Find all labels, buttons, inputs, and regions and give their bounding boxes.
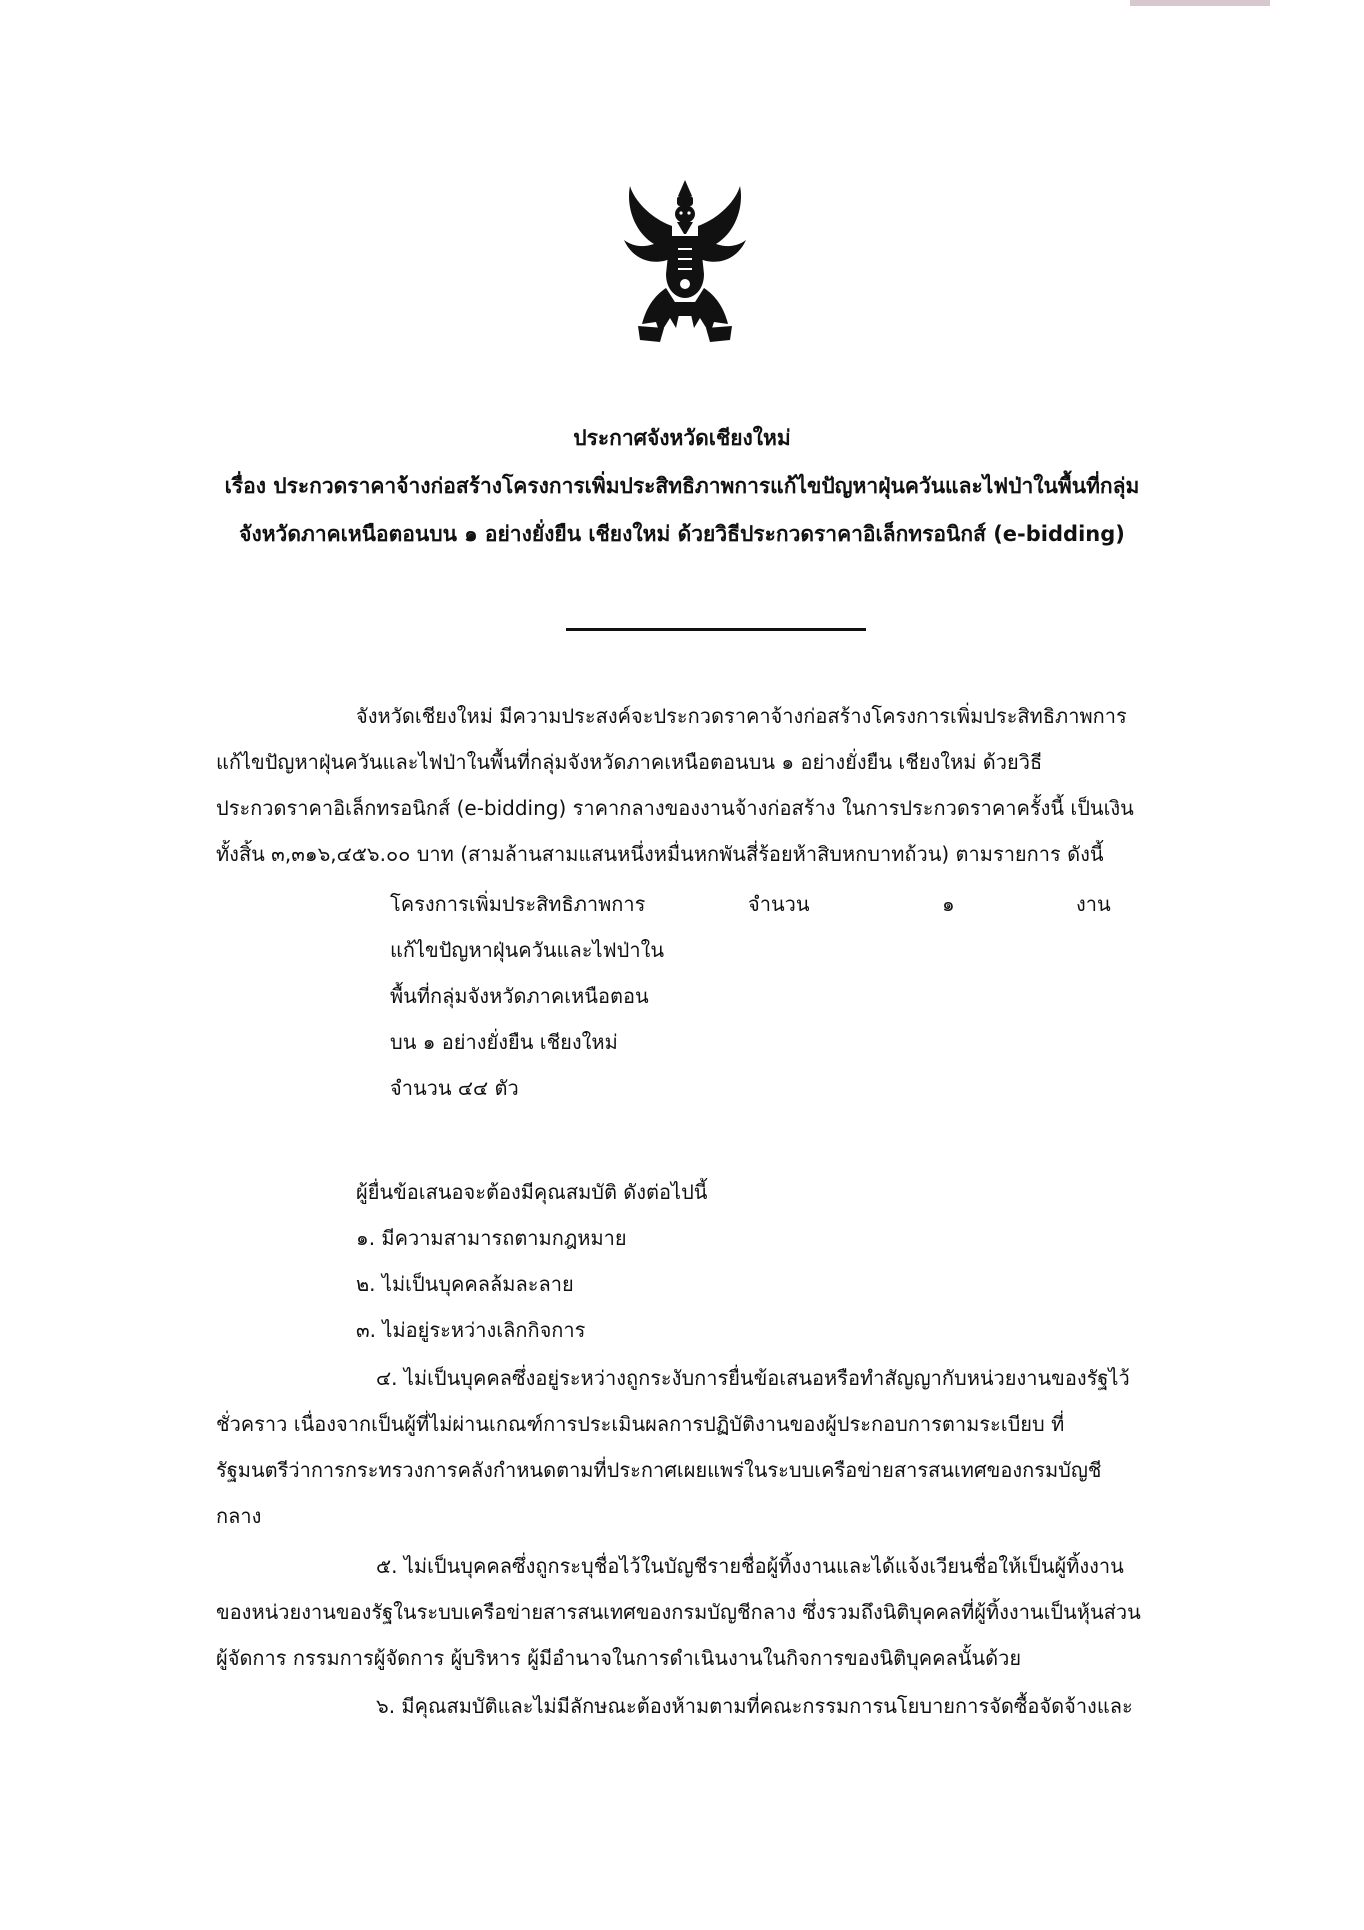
title-divider	[566, 628, 866, 631]
item-unit: งาน	[1076, 892, 1111, 916]
document-title: ประกาศจังหวัดเชียงใหม่	[573, 426, 791, 450]
qual-item-continued: ผู้จัดการ กรรมการผู้จัดการ ผู้บริหาร ผู้มีอำนาจในการดำเนินงานในกิจการของนิติบุคคลนั้นด้วย	[216, 1646, 1022, 1670]
scan-edge-mark	[1130, 0, 1270, 6]
qual-item-continued: กลาง	[216, 1504, 262, 1528]
qual-item: ๑. มีความสามารถตามกฎหมาย	[356, 1226, 627, 1250]
item-name-line: จำนวน ๔๔ ตัว	[390, 1076, 519, 1100]
qual-item: ๓. ไม่อยู่ระหว่างเลิกกิจการ	[356, 1318, 586, 1342]
quals-heading: ผู้ยื่นข้อเสนอจะต้องมีคุณสมบัติ ดังต่อไปนี้	[356, 1180, 708, 1204]
qual-item: ๔. ไม่เป็นบุคคลซึ่งอยู่ระหว่างถูกระงับการยื่นข้อเสนอหรือทำสัญญากับหน่วยงานของรัฐไว้	[376, 1366, 1130, 1390]
subject-line-2: จังหวัดภาคเหนือตอนบน ๑ อย่างยั่งยืน เชียงใหม่ ด้วยวิธีประกวดราคาอิเล็กทรอนิกส์ (e-bidding)	[239, 522, 1125, 546]
qual-item-continued: ชั่วคราว เนื่องจากเป็นผู้ที่ไม่ผ่านเกณฑ์การประเมินผลการปฏิบัติงานของผู้ประกอบการตามระเบียบ ที่	[216, 1412, 1065, 1436]
item-name-line: โครงการเพิ่มประสิทธิภาพการ	[390, 892, 646, 916]
intro-line: ทั้งสิ้น ๓,๓๑๖,๔๕๖.๐๐ บาท (สามล้านสามแสนหนึ่งหมื่นหกพันสี่ร้อยห้าสิบหกบาทถ้วน) ตามรายการ ดังนี้	[216, 842, 1104, 866]
qual-item: ๕. ไม่เป็นบุคคลซึ่งถูกระบุชื่อไว้ในบัญชีรายชื่อผู้ทิ้งงานและได้แจ้งเวียนชื่อให้เป็นผู้ทิ้งงาน	[376, 1554, 1124, 1578]
item-name-line: พื้นที่กลุ่มจังหวัดภาคเหนือตอน	[390, 984, 649, 1008]
garuda-emblem-icon	[620, 178, 750, 348]
intro-line: จังหวัดเชียงใหม่ มีความประสงค์จะประกวดราคาจ้างก่อสร้างโครงการเพิ่มประสิทธิภาพการ	[356, 704, 1127, 728]
intro-line: แก้ไขปัญหาฝุ่นควันและไฟป่าในพื้นที่กลุ่มจังหวัดภาคเหนือตอนบน ๑ อย่างยั่งยืน เชียงใหม่ ด้วยวิธี	[216, 750, 1043, 774]
item-name-line: บน ๑ อย่างยั่งยืน เชียงใหม่	[390, 1030, 618, 1054]
item-name-line: แก้ไขปัญหาฝุ่นควันและไฟป่าใน	[390, 938, 665, 962]
item-qty-label: จำนวน	[748, 892, 810, 916]
item-qty: ๑	[942, 892, 955, 916]
subject-line-1: เรื่อง ประกวดราคาจ้างก่อสร้างโครงการเพิ่มประสิทธิภาพการแก้ไขปัญหาฝุ่นควันและไฟป่าในพื้นที่กลุ่ม	[224, 474, 1140, 498]
qual-item-continued: รัฐมนตรีว่าการกระทรวงการคลังกำหนดตามที่ประกาศเผยแพร่ในระบบเครือข่ายสารสนเทศของกรมบัญชี	[216, 1458, 1102, 1482]
qual-item-continued: ของหน่วยงานของรัฐในระบบเครือข่ายสารสนเทศของกรมบัญชีกลาง ซึ่งรวมถึงนิติบุคคลที่ผู้ทิ้งงานเป็นหุ้นส่วน	[216, 1600, 1141, 1624]
qual-item: ๖. มีคุณสมบัติและไม่มีลักษณะต้องห้ามตามที่คณะกรรมการนโยบายการจัดซื้อจัดจ้างและ	[376, 1694, 1133, 1718]
qual-item: ๒. ไม่เป็นบุคคลล้มละลาย	[356, 1272, 574, 1296]
intro-line: ประกวดราคาอิเล็กทรอนิกส์ (e-bidding) ราคากลางของงานจ้างก่อสร้าง ในการประกวดราคาครั้งนี้ เป็นเงิน	[216, 796, 1134, 820]
